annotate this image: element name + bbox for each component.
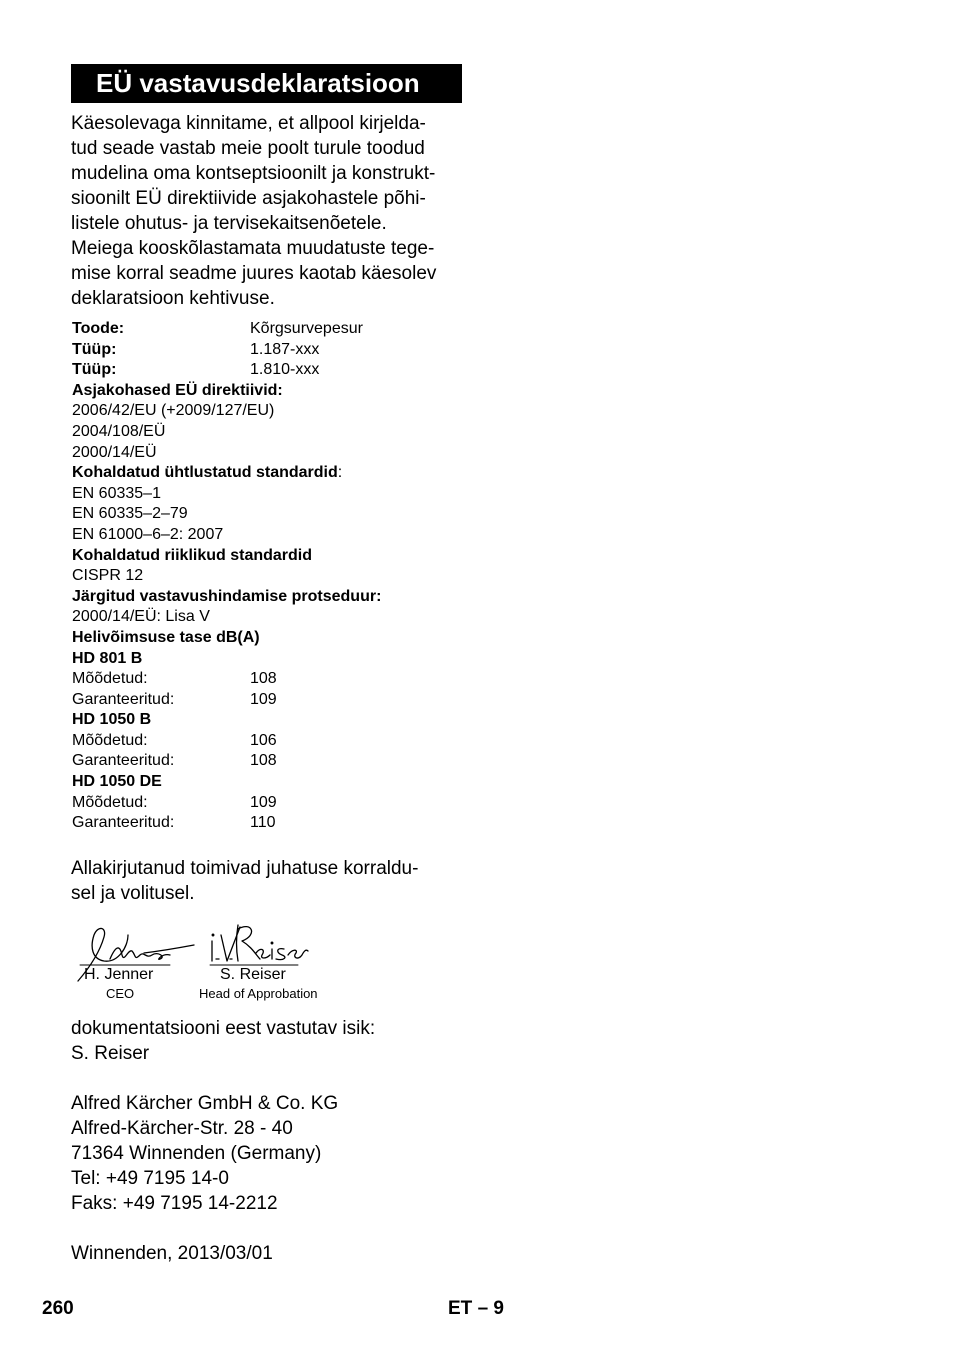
measured-value: 109 [250, 793, 277, 811]
standard-item: EN 60335–1 [72, 484, 161, 502]
harmonized-heading-row [72, 463, 472, 484]
directive-item: 2004/108/EÜ [72, 422, 166, 440]
spec-label: Tüüp: [72, 340, 117, 358]
guaranteed-value: 110 [250, 814, 276, 832]
intro-line: mudelina oma kontseptsioonilt ja konstrukt- [71, 163, 436, 184]
title-bar [71, 64, 462, 103]
guaranteed-label: Garanteeritud: [72, 752, 175, 770]
spec-label: Toode: [72, 320, 125, 337]
address-line: Tel: +49 7195 14-0 [71, 1168, 229, 1189]
intro-line: mise korral seadme juures kaotab käesolev [71, 263, 437, 284]
spec-label: Tüüp: [72, 361, 117, 379]
intro-line: Meiega kooskõlastamata muudatuste tege- [71, 238, 435, 259]
spec-value: 1.187-xxx [250, 340, 320, 358]
measured-row [72, 669, 472, 690]
directives-heading: Asjakohased EÜ direktiivid: [72, 381, 283, 399]
measured-value: 106 [250, 731, 277, 749]
signature-block [70, 915, 340, 1005]
standard-item: EN 60335–2–79 [72, 505, 188, 523]
measured-row [72, 793, 472, 814]
authority-paragraph [71, 856, 471, 906]
address-line: Alfred-Kärcher-Str. 28 - 40 [71, 1118, 293, 1139]
section-code: ET [448, 1298, 473, 1319]
guaranteed-label: Garanteeritud: [72, 814, 175, 832]
intro-line: listele ohutus- ja tervisekaitsenõetele. [71, 213, 387, 234]
intro-paragraph [71, 111, 466, 311]
measured-label: Mõõdetud: [72, 670, 148, 688]
guaranteed-row [72, 751, 472, 772]
responsible-paragraph [71, 1016, 471, 1066]
section-page: – 9 [477, 1298, 504, 1319]
national-heading: Kohaldatud riiklikud standardid [72, 546, 313, 564]
model-name: HD 801 B [72, 649, 143, 667]
responsible-line: dokumentatsiooni eest vastutav isik: [71, 1018, 376, 1039]
guaranteed-value: 109 [250, 690, 277, 708]
signer-right-role: Head of Approbation [199, 986, 318, 1001]
guaranteed-row [72, 690, 472, 711]
responsible-line: S. Reiser [71, 1043, 150, 1064]
spec-row-type [72, 340, 472, 361]
signer-left-role: CEO [106, 986, 135, 1001]
harmonized-colon: : [337, 464, 343, 482]
authority-line: Allakirjutanud toimivad juhatuse korraldu- [71, 858, 419, 879]
place-date-text: Winnenden, 2013/03/01 [71, 1243, 273, 1264]
address-line: Alfred Kärcher GmbH & Co. KG [71, 1093, 339, 1114]
guaranteed-value: 108 [250, 752, 277, 770]
measured-row [72, 731, 472, 752]
page-title: EÜ vastavusdeklaratsioon [96, 68, 420, 98]
address-line: 71364 Winnenden (Germany) [71, 1143, 322, 1164]
authority-line: sel ja volitusel. [71, 883, 195, 904]
spec-row-type [72, 360, 472, 381]
address-line: Faks: +49 7195 14-2212 [71, 1193, 278, 1214]
intro-line: deklaratsioon kehtivuse. [71, 288, 275, 309]
place-date [71, 1241, 471, 1266]
measured-value: 108 [250, 670, 277, 688]
spec-value: 1.810-xxx [250, 361, 320, 379]
signer-right-name: S. Reiser [220, 966, 286, 983]
procedure-item: 2000/14/EÜ: Lisa V [72, 608, 210, 626]
model-name: HD 1050 B [72, 711, 152, 729]
measured-label: Mõõdetud: [72, 793, 148, 811]
harmonized-heading: Kohaldatud ühtlustatud standardid [72, 464, 338, 482]
spec-row-product [72, 319, 472, 340]
directive-item: 2000/14/EÜ [72, 443, 157, 461]
guaranteed-label: Garanteeritud: [72, 690, 175, 708]
standard-item: EN 61000–6–2: 2007 [72, 525, 224, 543]
directive-item: 2006/42/EU (+2009/127/EU) [72, 402, 275, 420]
intro-line: tud seade vastab meie poolt turule toodud [71, 138, 425, 159]
procedure-heading: Järgitud vastavushindamise protseduur: [72, 587, 382, 605]
sound-heading: Helivõimsuse tase dB(A) [72, 628, 260, 646]
intro-line: Käesolevaga kinnitame, et allpool kirjelda- [71, 113, 426, 134]
specs-list [72, 319, 472, 834]
page-number: 260 [42, 1298, 74, 1319]
address-block [71, 1091, 471, 1216]
spec-value: Kõrgsurvepesur [250, 320, 363, 337]
intro-line: sioonilt EÜ direktiivide asjakohastele põhi- [71, 188, 426, 209]
signer-left-name: H. Jenner [84, 966, 154, 983]
footer-section [448, 1298, 504, 1320]
measured-label: Mõõdetud: [72, 731, 148, 749]
guaranteed-row [72, 813, 472, 834]
national-item: CISPR 12 [72, 567, 144, 585]
model-name: HD 1050 DE [72, 773, 162, 791]
